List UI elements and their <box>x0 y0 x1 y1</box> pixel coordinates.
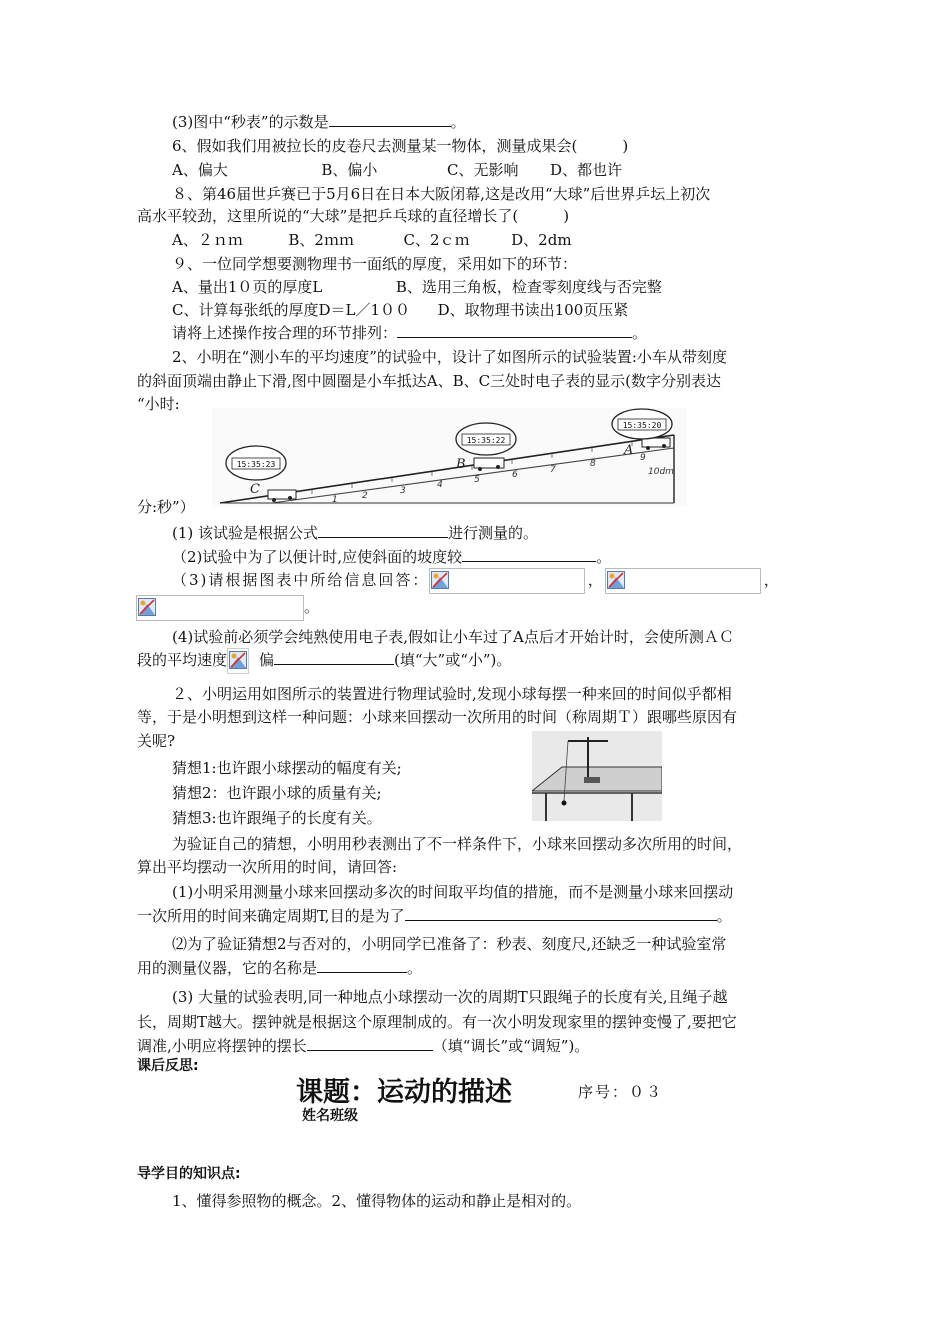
p3-q1-text: 一次所用的时间来确定周期T,目的是为了 <box>137 907 405 925</box>
q8-line-1: ８、第46届世乒赛已于5月6日在日本大阪闭幕,这是改用“大球”后世界乒坛上初次 <box>172 185 711 203</box>
purpose-blank[interactable] <box>405 906 717 921</box>
p2-q4-text-a: 段的平均速度 <box>137 651 228 669</box>
q6-option-b: B、偏小 <box>321 161 378 179</box>
velocity-blank[interactable] <box>274 650 394 665</box>
q3-stopwatch-line <box>172 112 466 132</box>
lesson-title: 课题：运动的描述 <box>296 1077 512 1108</box>
label-c: C <box>250 482 260 497</box>
p2-q3-line <box>172 568 781 596</box>
tick-label: 4 <box>437 480 443 490</box>
serial-number: 序号：０３ <box>578 1083 664 1101</box>
tick-label: 7 <box>550 465 556 475</box>
velocity-symbol-box <box>227 648 249 674</box>
p3-q1-line-1: (1)小明采用测量小球来回摆动多次的时间取平均值的措施，而不是测量小球来回摆动 <box>172 883 734 901</box>
pendulum-length-blank[interactable] <box>307 1036 433 1051</box>
period: 。 <box>596 548 612 566</box>
period: 。 <box>632 324 648 342</box>
image-placeholder-icon <box>607 571 625 589</box>
p2-q1-line <box>172 523 538 543</box>
objectives-heading: 导学目的知识点: <box>137 1166 241 1182</box>
guess-3: 猜想3:也许跟绳子的长度有关。 <box>172 809 382 827</box>
q9-options-ab <box>172 277 662 297</box>
period: 。 <box>450 113 466 131</box>
p2-q3-line-2 <box>136 595 319 623</box>
answer-box-2[interactable] <box>605 568 761 594</box>
q9-order-blank[interactable] <box>397 323 632 338</box>
p3-line-1: ２、小明运用如图所示的装置进行物理试验时,发现小球每摆一种来回的时间似乎都相 <box>172 685 732 703</box>
q6-options <box>172 160 622 180</box>
p2-q4-line-1: (4)试验前必须学会纯熟使用电子表,假如让小车过了A点后才开始计时，会使所测ＡＣ <box>172 628 734 646</box>
q8-option-d: D、2dm <box>511 231 572 249</box>
q8-line-2: 高水平较劲，这里所说的“大球”是把乒乓球的直径增长了( ) <box>137 207 570 225</box>
p3-line-5: 算出平均摆动一次所用的时间，请回答: <box>137 858 398 876</box>
q3-answer-blank[interactable] <box>329 112 451 127</box>
q9-option-c: C、计算每张纸的厚度D＝L／1００ <box>172 301 411 319</box>
tick-label: 1 <box>332 495 338 505</box>
comma: ， <box>587 571 603 589</box>
q8-option-a: A、２ｎｍ <box>172 231 243 249</box>
period: 。 <box>716 907 732 925</box>
formula-blank[interactable] <box>318 523 448 538</box>
image-placeholder-icon <box>229 651 247 669</box>
slope-blank[interactable] <box>462 547 596 562</box>
p2-line-3: “小时: <box>137 395 180 413</box>
clock-a <box>612 409 672 439</box>
tick-label: 5 <box>474 475 480 485</box>
pendulum-figure <box>532 731 662 821</box>
q8-option-c: C、2ｃｍ <box>403 231 470 249</box>
reflection-heading: 课后反思: <box>137 1058 199 1074</box>
p3-q1-line-2 <box>137 906 732 926</box>
svg-text:15:35:20: 15:35:20 <box>622 421 662 430</box>
p3-q3-line-1: (3) 大量的试验表明,同一种地点小球摆动一次的周期T只跟绳子的长度有关,且绳子越 <box>172 988 728 1006</box>
q8-option-b: B、2ｍｍ <box>288 231 354 249</box>
incline-figure <box>212 408 687 506</box>
image-placeholder-icon <box>431 571 449 589</box>
p2-q2-line <box>172 547 611 567</box>
p2-q4-text-b: 偏 <box>259 651 275 669</box>
p3-q2-line-2 <box>137 958 422 978</box>
answer-box-3[interactable] <box>136 595 304 621</box>
objectives-line-1: 1、懂得参照物的概念。2、懂得物体的运动和静止是相对的。 <box>172 1192 582 1210</box>
q6-option-d: D、都也许 <box>550 161 623 179</box>
q6-option-c: C、无影响 <box>447 161 519 179</box>
q9-line: ９、一位同学想要测物理书一面纸的厚度，采用如下的环节： <box>172 255 578 273</box>
p2-q2-text: （2)试验中为了以便计时,应使斜面的坡度较 <box>172 548 463 566</box>
q9-option-b: B、选用三角板，检查零刻度线与否完整 <box>395 278 662 296</box>
p2-q4-line-2 <box>137 648 511 674</box>
q6-line: 6、假如我们用被拉长的皮卷尺去测量某一物体，测量成果会( ) <box>172 137 629 155</box>
p3-line-4: 为验证自己的猜想，小明用秒表测出了不一样条件下，小球来回摆动多次所用的时间， <box>172 835 743 853</box>
tick-label: 8 <box>590 459 596 469</box>
q8-options <box>172 230 572 250</box>
p2-line-1: 2、小明在“测小车的平均速度”的试验中，设计了如图所示的试验装置:小车从带刻度 <box>172 348 727 366</box>
comma: ， <box>763 571 779 589</box>
p3-line-3: 关呢? <box>137 732 176 750</box>
q9-order-text: 请将上述操作按合理的环节排列： <box>172 324 398 342</box>
p3-q3-text-b: （填“调长”或“调短”)。 <box>432 1037 590 1055</box>
tick-label: 2 <box>362 491 368 501</box>
label-b: B <box>456 457 466 472</box>
period: 。 <box>407 959 423 977</box>
answer-box-1[interactable] <box>429 568 585 594</box>
q6-option-a: A、偏大 <box>172 161 228 179</box>
q9-option-d: D、取物理书读出100页压紧 <box>437 301 629 319</box>
guess-2: 猜想2：也许跟小球的质量有关; <box>172 784 382 802</box>
p2-q1-end: 进行测量的。 <box>448 524 539 542</box>
q9-option-a: A、量出1０页的厚度L <box>172 278 323 296</box>
tick-label: 6 <box>512 470 518 480</box>
name-class-label: 姓名班级 <box>302 1108 358 1124</box>
p3-q2-text: 用的测量仪器，它的名称是 <box>137 959 318 977</box>
svg-text:15:35:23: 15:35:23 <box>236 460 276 469</box>
scale-unit: 10dm <box>648 467 674 477</box>
image-placeholder-icon <box>138 598 156 616</box>
clock-b <box>456 423 516 455</box>
tick-label: 3 <box>400 486 406 496</box>
p2-q4-text-c: (填“大”或“小”)。 <box>394 651 512 669</box>
guess-1: 猜想1:也许跟小球摆动的幅度有关; <box>172 759 402 777</box>
clock-c <box>226 446 286 480</box>
p2-q3-text: （3)请根据图表中所给信息回答： <box>172 571 430 589</box>
label-a: A <box>624 443 634 458</box>
q9-options-cd <box>172 300 628 320</box>
tick-label: 9 <box>640 453 646 463</box>
p3-q2-line-1: ⑵为了验证猜想2与否对的，小明同学已准备了：秒表、刻度尺,还缺乏一种试验室常 <box>172 935 727 953</box>
p2-q1-text: (1) 该试验是根据公式 <box>172 524 319 542</box>
instrument-blank[interactable] <box>317 958 407 973</box>
p3-q3-line-3 <box>137 1036 589 1056</box>
svg-text:15:35:22: 15:35:22 <box>466 436 506 445</box>
period: 。 <box>304 598 320 616</box>
q3-stopwatch-text: (3)图中“秒表”的示数是 <box>172 113 329 131</box>
p3-line-2: 等，于是小明想到这样一种问题：小球来回摆动一次所用的时间（称周期Ｔ）跟哪些原因有 <box>137 708 738 726</box>
p3-q3-line-2: 长，周期T越大。摆钟就是根据这个原理制成的。有一次小明发现家里的摆钟变慢了,要把它 <box>137 1013 737 1031</box>
p2-line-2: 的斜面顶端由静止下滑,图中圆圈是小车抵达A、B、C三处时电子表的显示(数字分别表达 <box>137 372 721 390</box>
p3-q3-text: 调准,小明应将摆钟的摆长 <box>137 1037 307 1055</box>
p2-line-4: 分:秒”） <box>137 498 195 516</box>
q9-order-line <box>172 323 647 343</box>
